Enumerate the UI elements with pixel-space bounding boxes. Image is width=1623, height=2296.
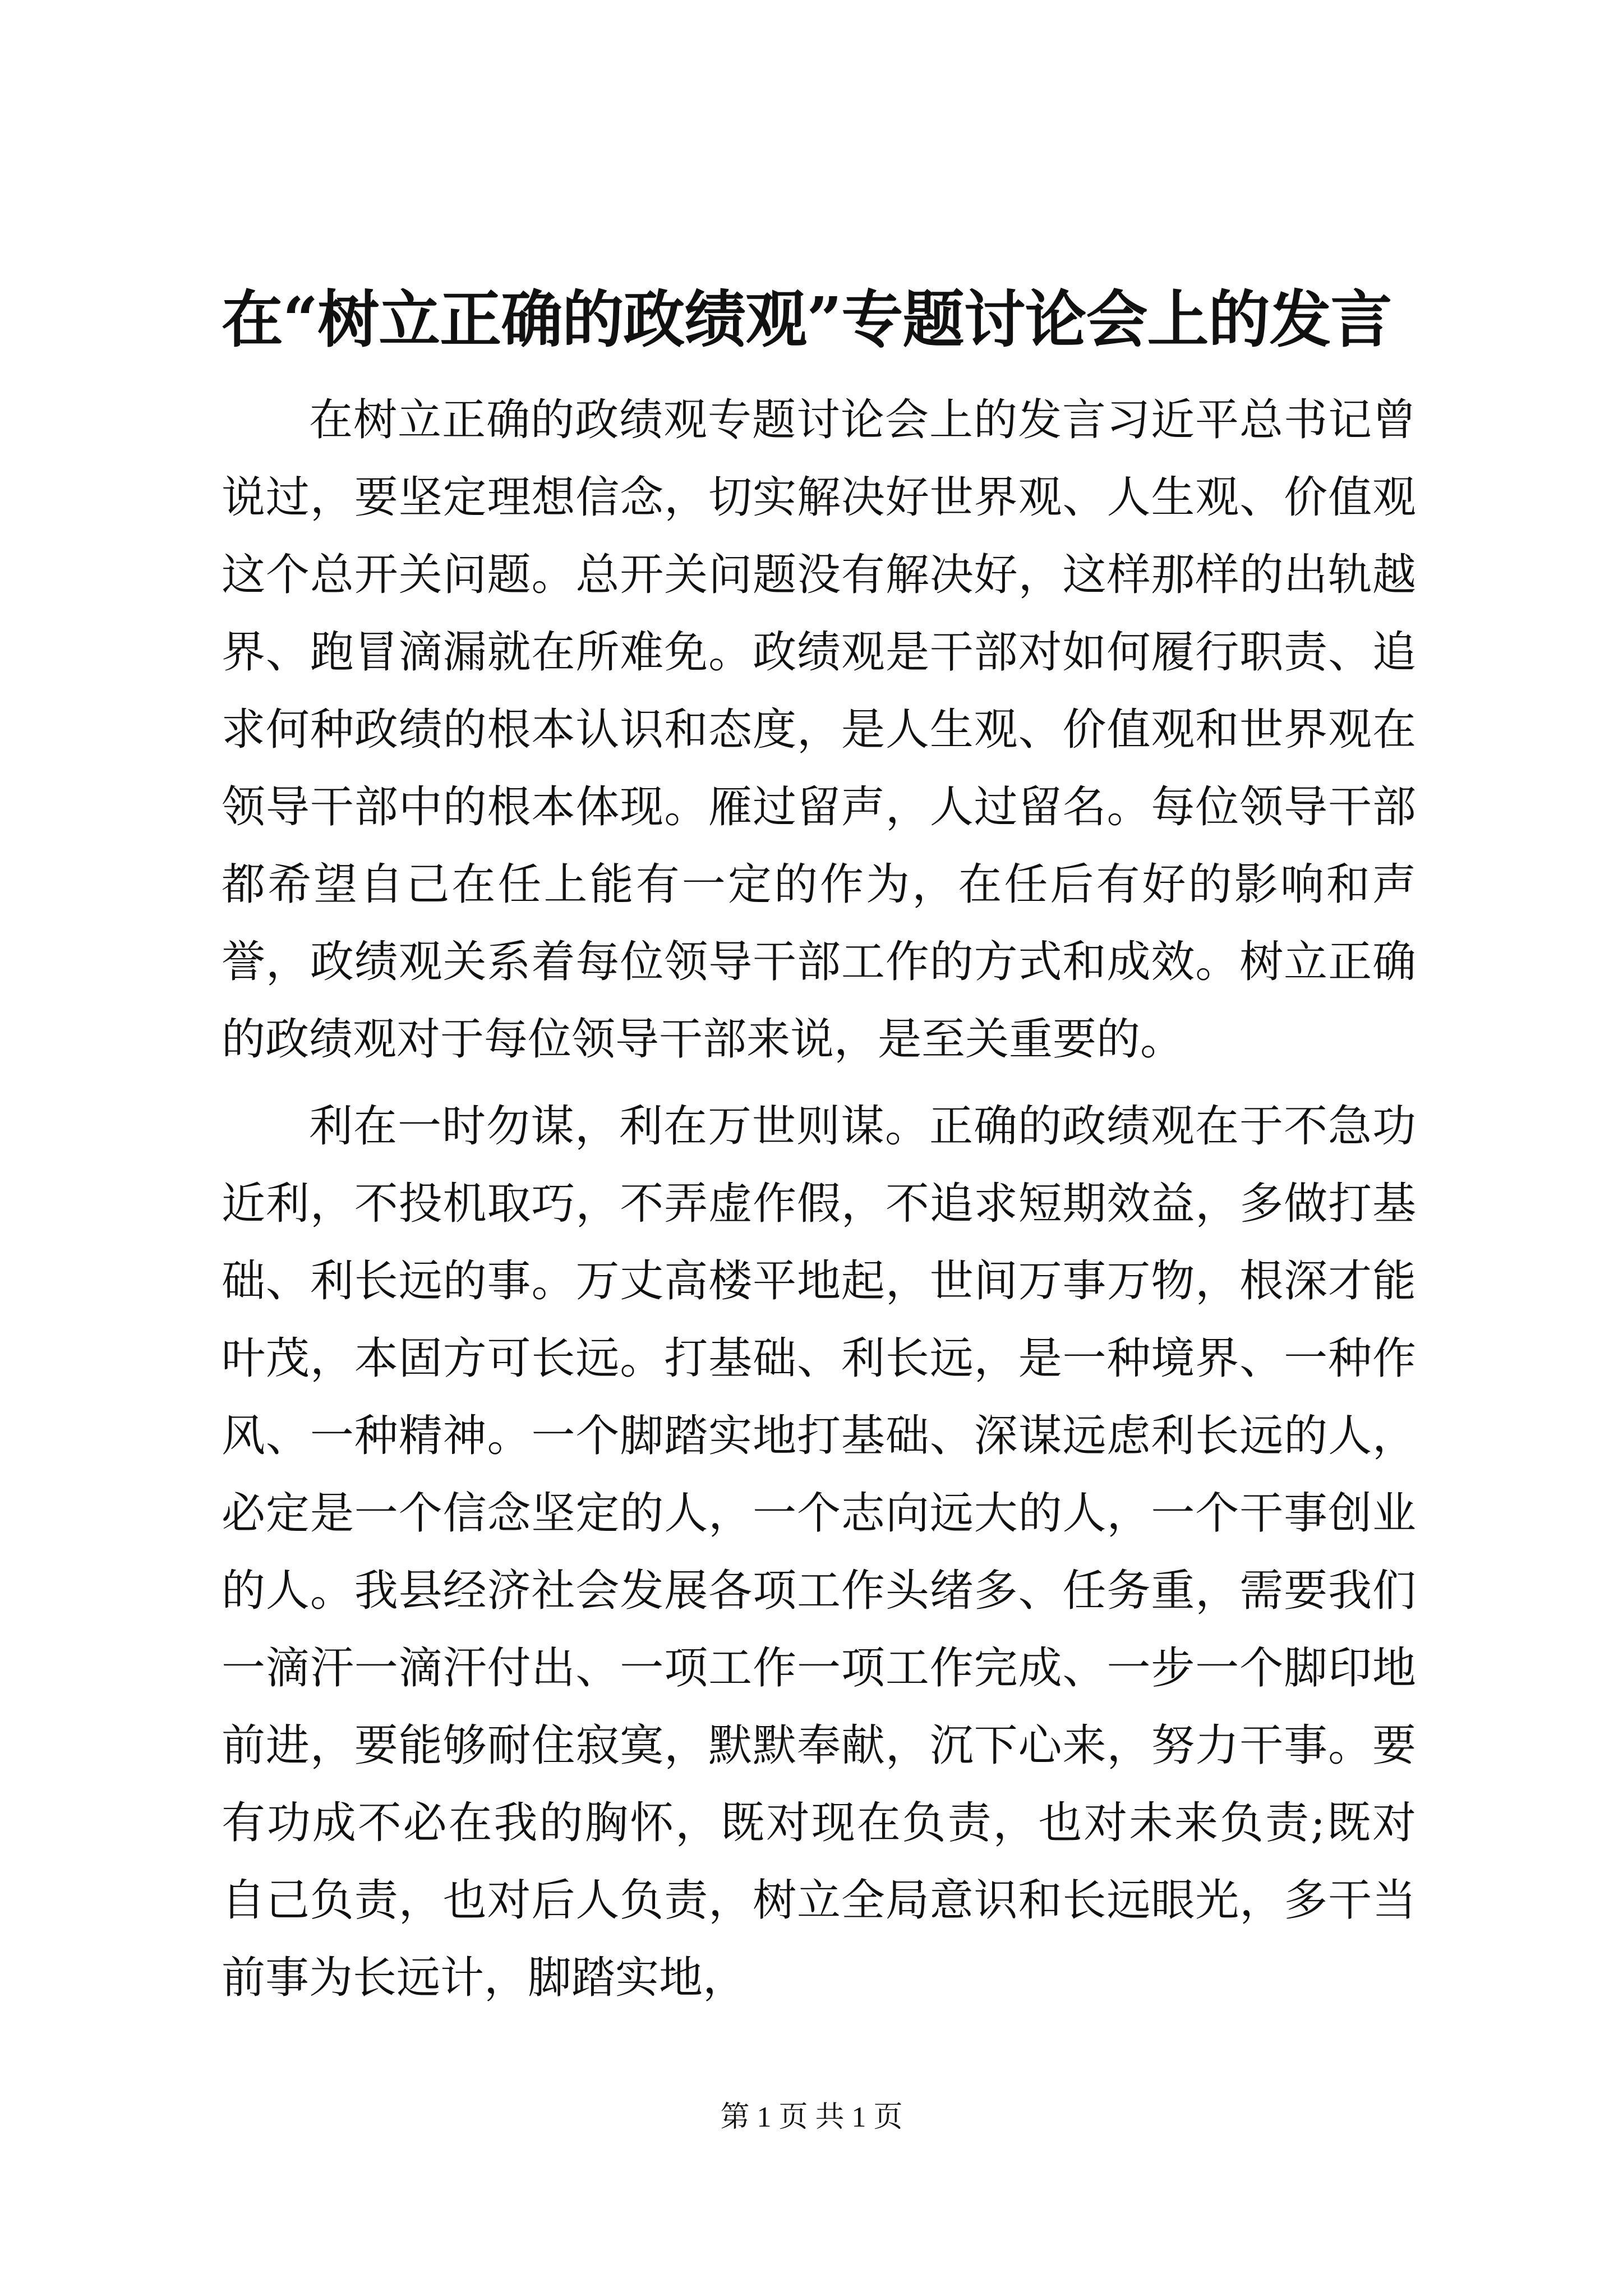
document-title: 在“树立正确的政绩观”专题讨论会上的发言 <box>222 283 1392 356</box>
page-footer: 第 1 页 共 1 页 <box>720 2101 903 2133</box>
document-body <box>222 381 1416 2017</box>
paragraph: 在树立正确的政绩观专题讨论会上的发言习近平总书记曾说过，要坚定理想信念，切实解决好世界观、人生观、价值观这个总开关问题。总开关问题没有解决好，这样那样的出轨越界、跑冒滴漏就在所难免。政绩观是干部对如何履行职责、追求何种政绩的根本认识和态度，是人生观、价值观和世界观在领导干部中的根本体现。雁过留声，人过留名。每位领导干部都希望自己在任上能有一定的作为，在任后有好的影响和声誉，政绩观关系着每位领导干部工作的方式和成效。树立正确的政绩观对于每位领导干部来说，是至关重要的。 <box>222 395 1416 1065</box>
paragraph: 利在一时勿谋，利在万世则谋。正确的政绩观在于不急功近利，不投机取巧，不弄虚作假，不追求短期效益，多做打基础、利长远的事。万丈高楼平地起，世间万事万物，根深才能叶茂，本固方可长远。打基础、利长远，是一种境界、一种作风、一种精神。一个脚踏实地打基础、深谋远虑利长远的人，必定是一个信念坚定的人，一个志向远大的人，一个干事创业的人。我县经济社会发展各项工作头绪多、任务重，需要我们一滴汗一滴汗付出、一项工作一项工作完成、一步一个脚印地前进，要能够耐住寂寞，默默奉献，沉下心来，努力干事。要有功成不必在我的胸怀，既对现在负责，也对未来负责;既对自己负责，也对后人负责，树立全局意识和长远眼光，多干当前事为长远计，脚踏实地， <box>222 1101 1416 2003</box>
